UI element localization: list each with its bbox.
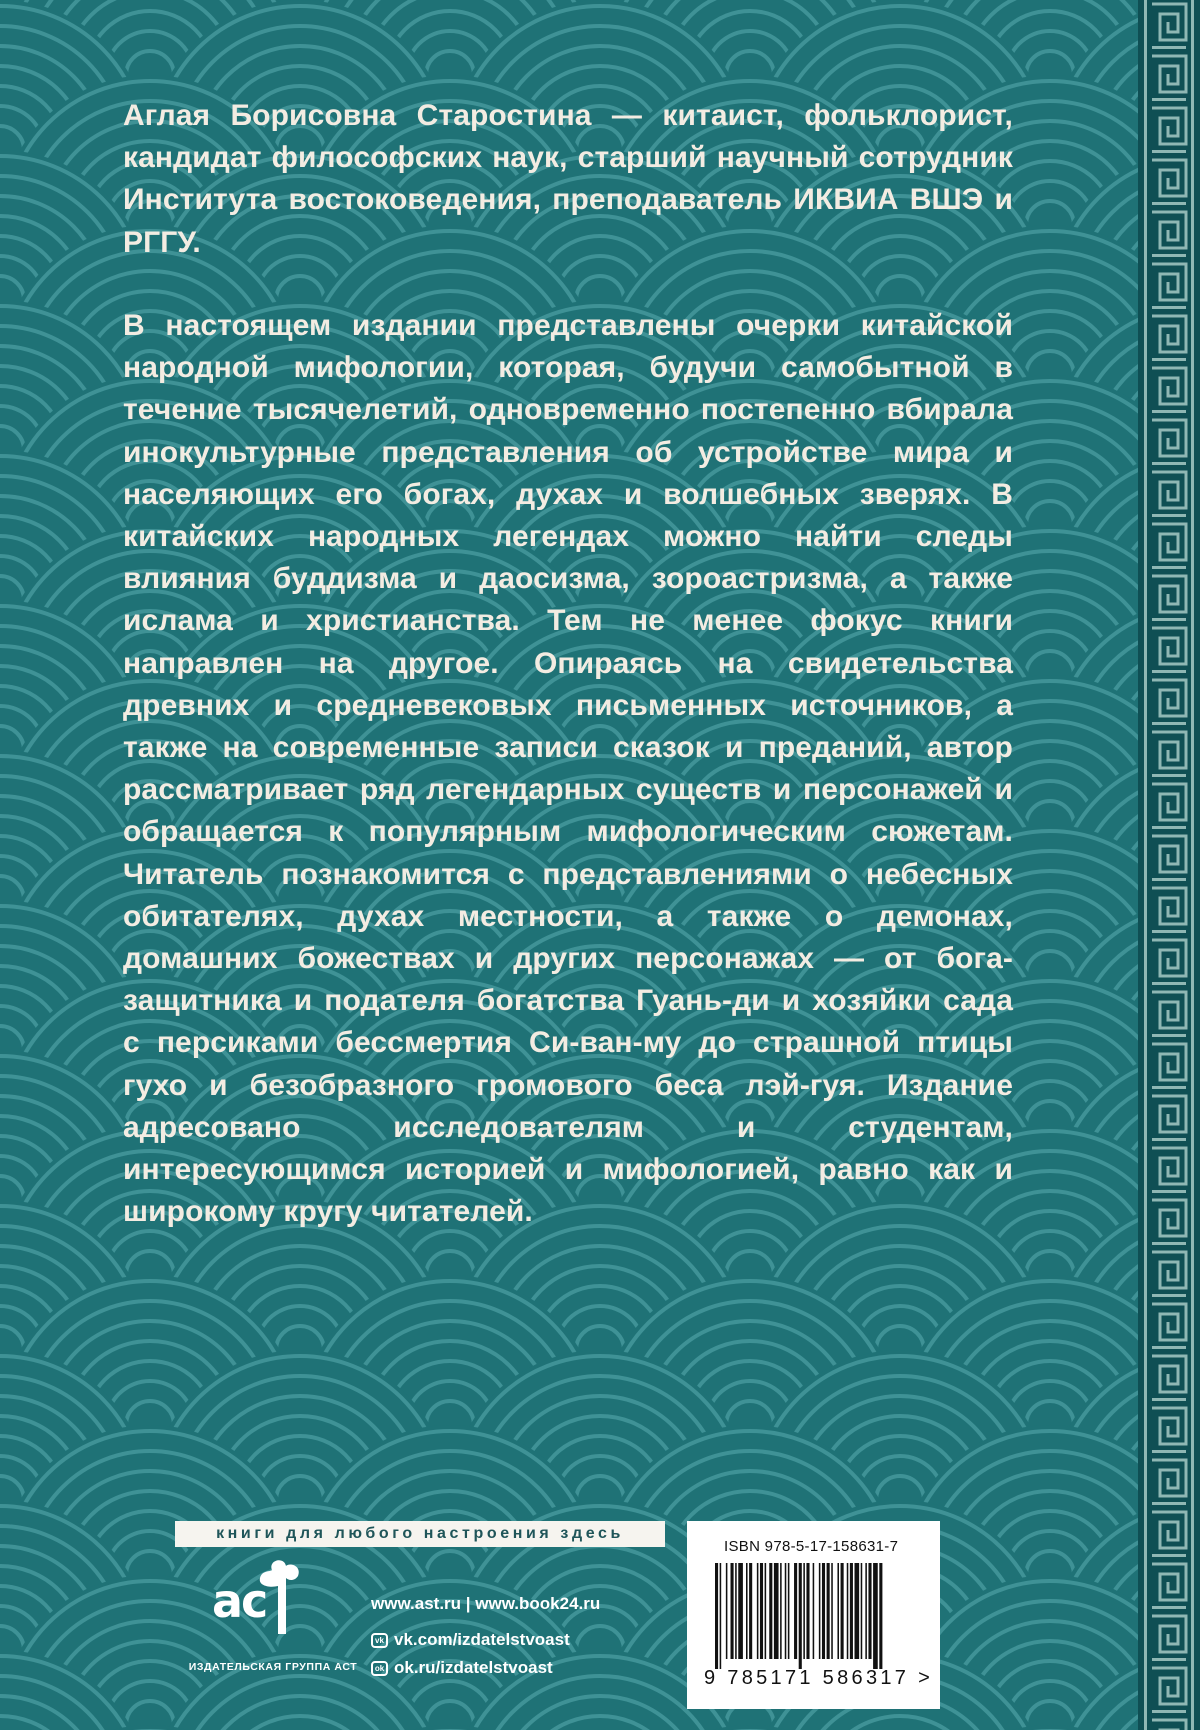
logo-caption: ИЗДАТЕЛЬСКАЯ ГРУППА АСТ	[188, 1661, 358, 1673]
websites-row	[371, 1590, 600, 1618]
ok-row	[371, 1654, 600, 1682]
barcode-graphic	[707, 1563, 922, 1669]
tagline-bar: книги для любого настроения здесь	[175, 1521, 665, 1547]
vk-icon: vk	[371, 1633, 388, 1648]
barcode-digits: 9 785171 586317 >	[704, 1667, 934, 1689]
publisher-logo	[188, 1556, 358, 1706]
vk-row	[371, 1626, 600, 1654]
ok-icon: ok	[371, 1661, 388, 1676]
book-annotation	[123, 305, 1013, 1233]
isbn-number: ISBN 978-5-17-158631-7	[724, 1538, 899, 1555]
annotation-text: В настоящем издании представлены очерки китайской народной мифологии, которая, будучи самобытной в течение тысячелетий, одновременно постепенно вбирала инокультурные представления об устройстве мира и населяющих его богах, духах и волшебных зверях. В китайских народных легендах можно найти следы влияния буддизма и даосизма, зороастризма, а также ислама и христианства. Тем не менее фокус книги направлен на другое. Опираясь на свидетельства древних и средневековых письменных источников, а также на современные записи сказок и преданий, автор рассматривает ряд легендарных существ и персонажей и обращается к популярным мифологическим сюжетам. Читатель познакомится с представлениями о небесных обитателях, духах местности, а также о демонах, домашних божествах и других персонажах — от бога-защитника и подателя богатства Гуань-ди и хозяйки сада с персиками бессмертия Си-ван-му до страшной птицы гухо и безобразного громового беса лэй-гуя. Издание адресовано исследователям и студентам, интересующимся историей и мифологией, равно как и широкому кругу читателей.	[123, 309, 1013, 1229]
publisher-links	[371, 1590, 600, 1682]
ok-link[interactable]: ok.ru/izdatelstvoast	[394, 1658, 553, 1677]
isbn-barcode-box	[687, 1521, 940, 1709]
meander-border	[1138, 0, 1200, 1730]
logo-wordmark: ас	[212, 1574, 267, 1628]
vk-link[interactable]: vk.com/izdatelstvoast	[394, 1630, 570, 1649]
websites-link[interactable]: www.ast.ru | www.book24.ru	[371, 1594, 601, 1613]
author-bio: Аглая Борисовна Старостина — китаист, фольклорист, кандидат философских наук, старший научный сотрудник Института востоковедения, преподаватель ИКВИА ВШЭ и РГГУ.	[123, 99, 1013, 259]
